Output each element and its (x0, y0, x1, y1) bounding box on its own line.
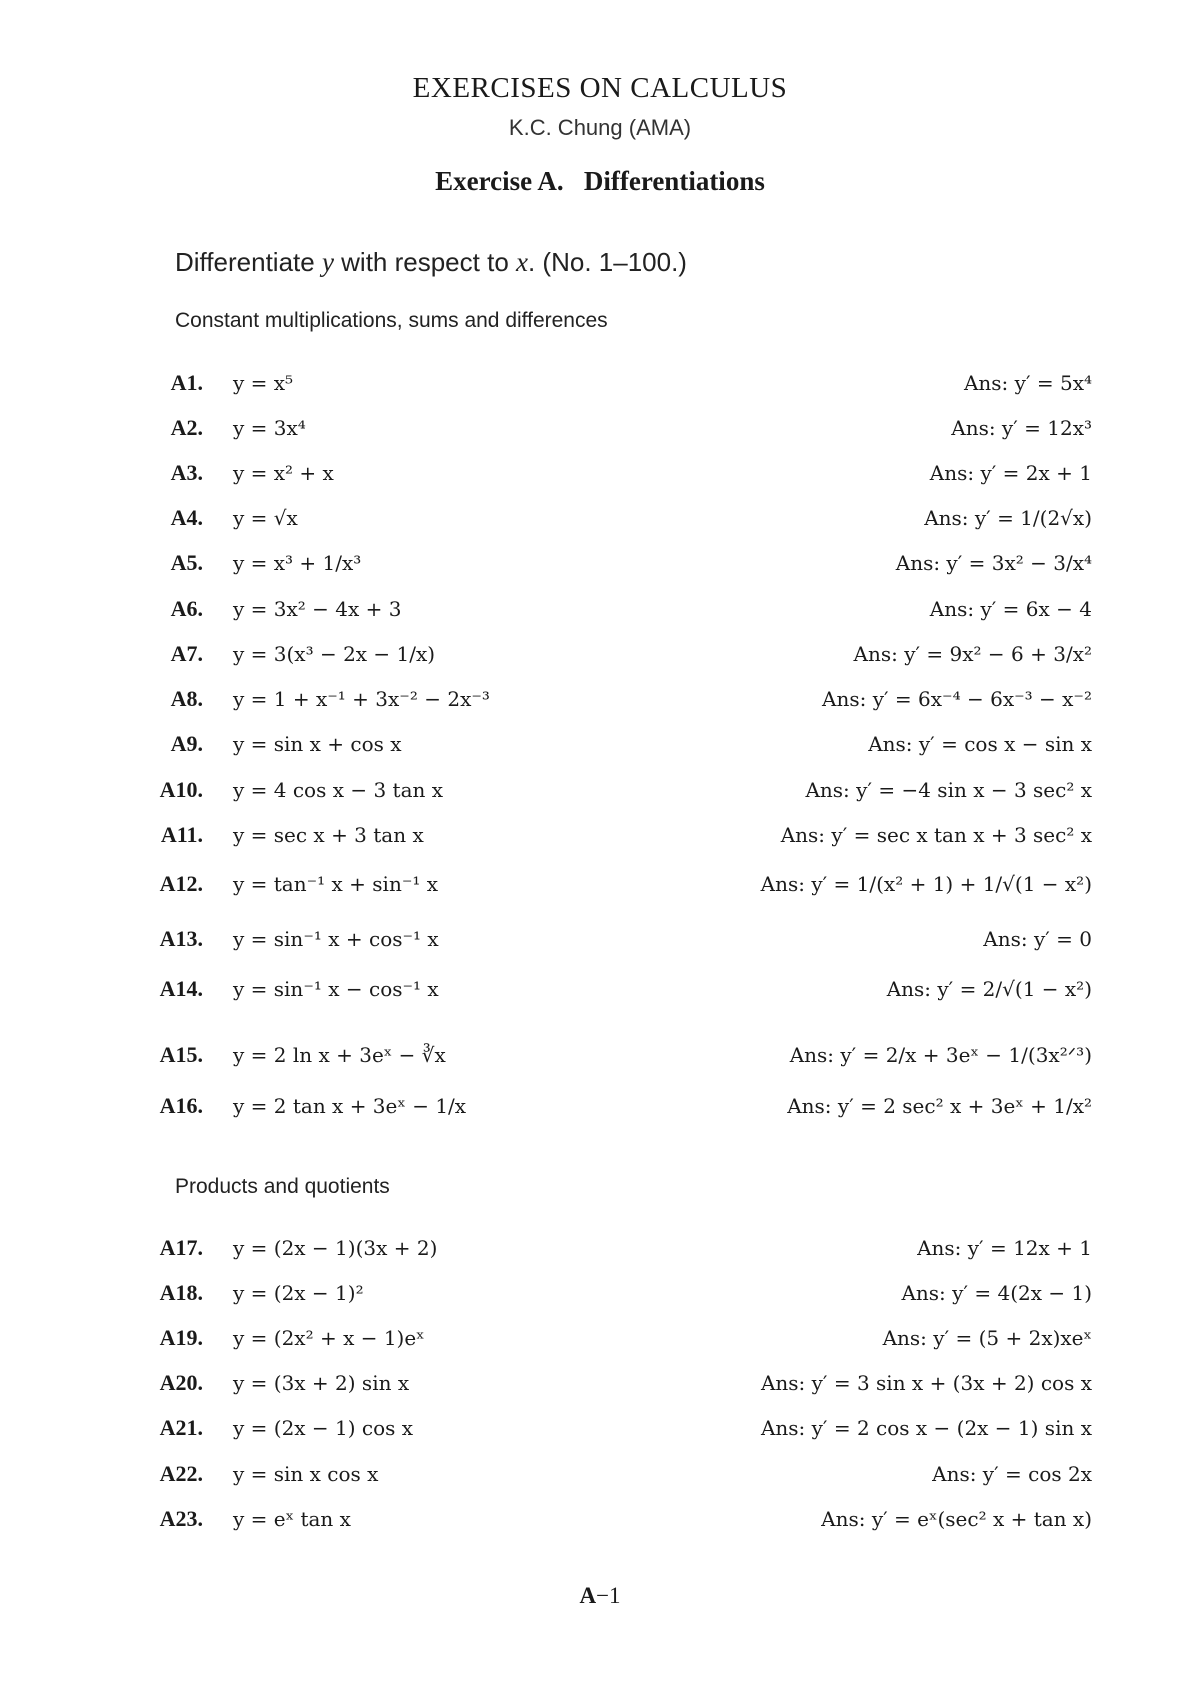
problem-number: A9. (170, 731, 203, 756)
problem-row (0, 1228, 1200, 1268)
problem-expression: y = (2x² + x − 1)eˣ (233, 1326, 425, 1350)
problem-answer: Ans: y′ = sec x tan x + 3 sec² x (780, 823, 1092, 847)
problem-row (0, 589, 1200, 629)
problem-answer: Ans: y′ = 1/(x² + 1) + 1/√(1 − x²) (760, 872, 1092, 896)
problem-row (0, 969, 1200, 1009)
problem-row (0, 1086, 1200, 1126)
instructions-text-2: with respect to (333, 247, 516, 277)
problem-answer: Ans: y′ = 2/x + 3eˣ − 1/(3x²ᐟ³) (789, 1043, 1092, 1067)
problem-answer: Ans: y′ = 12x³ (951, 416, 1092, 440)
problem-number: A5. (170, 550, 203, 575)
exercise-heading: Exercise A. Differentiations (435, 166, 765, 196)
document-title: EXERCISES ON CALCULUS (412, 72, 788, 104)
problem-row (0, 543, 1200, 583)
problem-row (0, 770, 1200, 810)
problem-number: A16. (159, 1093, 203, 1118)
problem-answer: Ans: y′ = 4(2x − 1) (901, 1281, 1092, 1305)
problem-row (0, 1318, 1200, 1358)
problem-number: A23. (159, 1506, 203, 1531)
problem-number: A18. (159, 1280, 203, 1305)
footer-label: A (579, 1583, 597, 1608)
footer-separator: − (596, 1583, 610, 1608)
problem-expression: y = 3x⁴ (233, 416, 306, 440)
problem-number: A8. (170, 686, 203, 711)
page-number: 1 (609, 1583, 621, 1608)
problem-row (0, 1273, 1200, 1313)
section-title-products: Products and quotients (175, 1175, 390, 1198)
problem-row (0, 453, 1200, 493)
problem-expression: y = 2 tan x + 3eˣ − 1/x (233, 1094, 467, 1118)
problem-expression: y = 3x² − 4x + 3 (233, 597, 402, 621)
problem-answer: Ans: y′ = cos 2x (932, 1462, 1092, 1486)
problem-number: A6. (170, 596, 203, 621)
problem-number: A3. (170, 460, 203, 485)
problem-number: A4. (170, 505, 203, 530)
problem-row (0, 363, 1200, 403)
problem-number: A12. (159, 871, 203, 896)
problem-row (0, 634, 1200, 674)
problem-expression: y = x² + x (233, 461, 334, 485)
problem-row (0, 408, 1200, 448)
problem-expression: y = (2x − 1)² (233, 1281, 364, 1305)
problem-answer: Ans: y′ = 2 cos x − (2x − 1) sin x (760, 1416, 1092, 1440)
problem-expression: y = (2x − 1)(3x + 2) (233, 1236, 438, 1260)
problem-answer: Ans: y′ = 12x + 1 (917, 1236, 1092, 1260)
problem-expression: y = x⁵ (233, 371, 294, 395)
instructions-text-3: . (No. 1–100.) (527, 247, 687, 277)
problem-expression: y = 2 ln x + 3eˣ − ∛x (233, 1043, 446, 1067)
problem-number: A1. (170, 370, 203, 395)
problem-number: A20. (159, 1370, 203, 1395)
problem-number: A21. (159, 1415, 203, 1440)
problem-answer: Ans: y′ = 2/√(1 − x²) (886, 977, 1092, 1001)
problem-expression: y = x³ + 1/x³ (233, 551, 362, 575)
problem-expression: y = eˣ tan x (233, 1507, 351, 1531)
problem-number: A14. (159, 976, 203, 1001)
problem-answer: Ans: y′ = 9x² − 6 + 3/x² (853, 642, 1092, 666)
instructions-var-x: x (516, 247, 528, 277)
problem-answer: Ans: y′ = cos x − sin x (868, 732, 1092, 756)
problem-expression: y = sin⁻¹ x − cos⁻¹ x (233, 977, 439, 1001)
instructions (175, 247, 687, 278)
instructions-var-y: y (321, 247, 334, 277)
problem-row (0, 1499, 1200, 1539)
problem-expression: y = tan⁻¹ x + sin⁻¹ x (233, 872, 439, 896)
problem-answer: Ans: y′ = 5x⁴ (963, 371, 1092, 395)
problem-number: A22. (159, 1461, 203, 1486)
problem-row (0, 919, 1200, 959)
problem-row (0, 679, 1200, 719)
problem-answer: Ans: y′ = 6x⁻⁴ − 6x⁻³ − x⁻² (822, 687, 1092, 711)
problem-number: A11. (160, 822, 203, 847)
problem-row (0, 498, 1200, 538)
problem-answer: Ans: y′ = 3 sin x + (3x + 2) cos x (760, 1371, 1092, 1395)
problem-number: A10. (159, 777, 203, 802)
problem-answer: Ans: y′ = −4 sin x − 3 sec² x (805, 778, 1092, 802)
author-line: K.C. Chung (AMA) (508, 115, 692, 140)
problem-answer: Ans: y′ = 2x + 1 (929, 461, 1092, 485)
problem-row (0, 1408, 1200, 1448)
problem-number: A15. (159, 1042, 203, 1067)
problem-number: A19. (159, 1325, 203, 1350)
problem-expression: y = 3(x³ − 2x − 1/x) (233, 642, 436, 666)
problem-expression: y = 4 cos x − 3 tan x (233, 778, 444, 802)
problem-expression: y = (3x + 2) sin x (233, 1371, 410, 1395)
problem-row (0, 815, 1200, 855)
section-title-sums: Constant multiplications, sums and differences (175, 309, 608, 332)
problem-expression: y = sec x + 3 tan x (233, 823, 424, 847)
problem-number: A13. (159, 926, 203, 951)
problem-row (0, 1363, 1200, 1403)
problem-answer: Ans: y′ = 1/(2√x) (924, 506, 1092, 530)
problem-answer: Ans: y′ = 2 sec² x + 3eˣ + 1/x² (787, 1094, 1092, 1118)
problem-number: A2. (170, 415, 203, 440)
problem-expression: y = sin x + cos x (233, 732, 402, 756)
problem-expression: y = 1 + x⁻¹ + 3x⁻² − 2x⁻³ (233, 687, 490, 711)
problem-row (0, 1454, 1200, 1494)
page-footer (0, 1583, 1200, 1609)
problem-expression: y = sin⁻¹ x + cos⁻¹ x (233, 927, 439, 951)
problem-row (0, 724, 1200, 764)
problem-expression: y = √x (233, 506, 298, 530)
instructions-text-1: Differentiate (175, 247, 322, 277)
problem-answer: Ans: y′ = (5 + 2x)xeˣ (882, 1326, 1092, 1350)
problem-row (0, 1035, 1200, 1075)
problem-number: A7. (170, 641, 203, 666)
problem-expression: y = (2x − 1) cos x (233, 1416, 414, 1440)
problem-answer: Ans: y′ = 0 (983, 927, 1092, 951)
problem-answer: Ans: y′ = 3x² − 3/x⁴ (895, 551, 1092, 575)
problem-number: A17. (159, 1235, 203, 1260)
problem-answer: Ans: y′ = 6x − 4 (929, 597, 1092, 621)
problem-answer: Ans: y′ = eˣ(sec² x + tan x) (821, 1507, 1092, 1531)
problem-expression: y = sin x cos x (233, 1462, 379, 1486)
problem-row (0, 864, 1200, 904)
